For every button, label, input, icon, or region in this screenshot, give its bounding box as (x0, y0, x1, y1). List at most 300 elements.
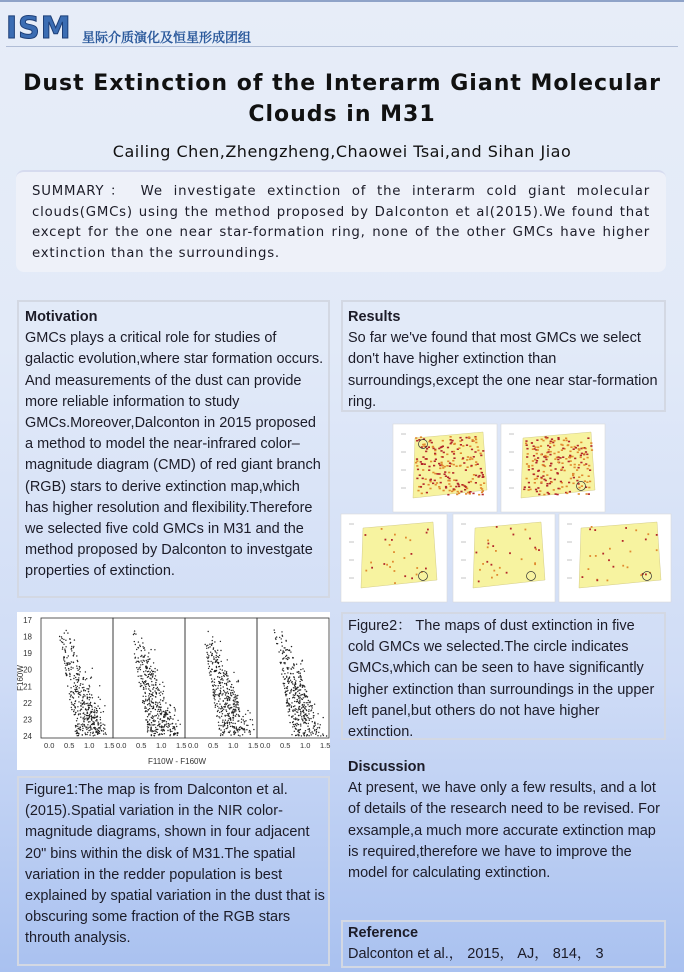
extinction-pixel (477, 463, 479, 465)
star-point (236, 728, 237, 729)
star-point (134, 641, 135, 642)
star-point (313, 715, 314, 716)
star-point (162, 682, 163, 683)
extinction-pixel (432, 472, 434, 474)
star-point (63, 659, 64, 660)
star-point (238, 709, 239, 710)
star-point (90, 725, 91, 726)
star-point (289, 677, 290, 678)
star-point (150, 649, 151, 650)
extinction-pixel (448, 478, 450, 480)
extinction-pixel (432, 446, 434, 448)
star-point (149, 686, 150, 687)
star-point (148, 714, 149, 715)
star-point (220, 729, 221, 730)
extinction-pixel (471, 458, 473, 460)
star-point (219, 728, 220, 729)
star-point (289, 722, 290, 723)
star-point (143, 660, 144, 661)
extinction-pixel (526, 463, 528, 465)
star-point (137, 669, 138, 670)
authors: Cailing Chen,Zhengzheng,Chaowei Tsai,and Sihan Jiao (112, 142, 572, 161)
star-point (218, 657, 219, 658)
cmd-panel-frame (257, 618, 329, 738)
extinction-pixel (557, 459, 559, 461)
star-point (230, 707, 231, 708)
star-point (93, 723, 94, 724)
star-point (313, 712, 314, 713)
extinction-pixel (479, 569, 481, 571)
star-point (233, 687, 234, 688)
star-point (247, 725, 248, 726)
extinction-pixel (582, 576, 584, 578)
star-point (100, 717, 101, 718)
x-tick-label: 0.0 (260, 741, 271, 750)
extinction-pixel (471, 449, 473, 451)
star-point (84, 724, 85, 725)
star-point (292, 726, 293, 727)
star-point (285, 695, 286, 696)
star-point (293, 697, 294, 698)
extinction-pixel (365, 570, 367, 572)
star-point (153, 684, 154, 685)
poster-title (20, 68, 664, 130)
extinction-pixel (442, 456, 444, 458)
extinction-pixel (462, 445, 464, 447)
star-point (66, 675, 67, 676)
star-point (148, 661, 149, 662)
star-point (148, 724, 149, 725)
extinction-pixel (446, 465, 448, 467)
star-point (213, 649, 214, 650)
x-tick-label: 1.0 (156, 741, 167, 750)
extinction-pixel (491, 564, 493, 566)
star-point (224, 729, 225, 730)
star-point (227, 721, 228, 722)
star-point (233, 734, 234, 735)
extinction-pixel (453, 453, 455, 455)
star-point (214, 690, 215, 691)
star-point (216, 660, 217, 661)
star-point (86, 688, 87, 689)
star-point (138, 676, 139, 677)
star-point (297, 723, 298, 724)
star-point (95, 729, 96, 730)
star-point (298, 719, 299, 720)
extinction-pixel (450, 486, 452, 488)
star-point (288, 667, 289, 668)
extinction-pixel (587, 468, 589, 470)
star-point (239, 727, 240, 728)
extinction-pixel (482, 494, 484, 496)
extinction-pixel (492, 545, 494, 547)
star-point (157, 711, 158, 712)
star-point (168, 725, 169, 726)
star-point (300, 724, 301, 725)
star-point (224, 715, 225, 716)
extinction-pixel (608, 559, 610, 561)
star-point (65, 667, 66, 668)
extinction-pixel (550, 463, 552, 465)
extinction-pixel (449, 462, 451, 464)
star-point (295, 728, 296, 729)
star-point (299, 695, 300, 696)
star-point (71, 650, 72, 651)
star-point (78, 733, 79, 734)
star-point (286, 694, 287, 695)
star-point (145, 665, 146, 666)
extinction-pixel (586, 454, 588, 456)
star-point (214, 693, 215, 694)
star-point (145, 686, 146, 687)
star-point (71, 707, 72, 708)
star-point (323, 717, 324, 718)
star-point (142, 646, 143, 647)
extinction-pixel (559, 457, 561, 459)
star-point (140, 664, 141, 665)
star-point (152, 676, 153, 677)
reference-heading: Reference (348, 925, 419, 941)
star-point (63, 644, 64, 645)
star-point (299, 701, 300, 702)
star-point (79, 687, 80, 688)
star-point (219, 655, 220, 656)
extinction-pixel (465, 493, 467, 495)
star-point (304, 714, 305, 715)
star-point (148, 671, 149, 672)
star-point (224, 691, 225, 692)
star-point (220, 685, 221, 686)
extinction-pixel (566, 440, 568, 442)
star-point (74, 689, 75, 690)
extinction-pixel (461, 439, 463, 441)
star-point (149, 699, 150, 700)
extinction-pixel (416, 458, 418, 460)
star-point (156, 706, 157, 707)
extinction-pixel (446, 454, 448, 456)
star-point (238, 735, 239, 736)
star-point (218, 662, 219, 663)
star-point (213, 658, 214, 659)
star-point (144, 692, 145, 693)
star-point (145, 699, 146, 700)
star-point (235, 715, 236, 716)
star-point (89, 686, 90, 687)
star-point (65, 652, 66, 653)
star-point (227, 698, 228, 699)
star-point (233, 699, 234, 700)
star-point (230, 720, 231, 721)
extinction-pixel (589, 555, 591, 557)
star-point (152, 671, 153, 672)
star-point (291, 668, 292, 669)
results-section (348, 307, 660, 413)
star-point (299, 700, 300, 701)
star-point (290, 680, 291, 681)
extinction-pixel (566, 493, 568, 495)
star-point (299, 693, 300, 694)
star-point (215, 662, 216, 663)
star-point (140, 646, 141, 647)
star-point (222, 679, 223, 680)
star-point (87, 728, 88, 729)
extinction-pixel (434, 460, 436, 462)
extinction-pixel (545, 480, 547, 482)
extinction-pixel (509, 552, 511, 554)
extinction-pixel (549, 446, 551, 448)
star-point (71, 703, 72, 704)
star-point (63, 657, 64, 658)
star-point (221, 711, 222, 712)
star-point (222, 722, 223, 723)
star-point (224, 698, 225, 699)
star-point (228, 714, 229, 715)
star-point (214, 702, 215, 703)
star-point (220, 688, 221, 689)
star-point (165, 712, 166, 713)
star-point (224, 731, 225, 732)
star-point (214, 650, 215, 651)
extinction-pixel (415, 462, 417, 464)
star-point (175, 709, 176, 710)
extinction-pixel (656, 534, 658, 536)
star-point (225, 709, 226, 710)
star-point (157, 718, 158, 719)
star-point (159, 734, 160, 735)
star-point (294, 684, 295, 685)
extinction-pixel (440, 450, 442, 452)
star-point (156, 679, 157, 680)
star-point (227, 691, 228, 692)
extinction-pixel (428, 446, 430, 448)
extinction-pixel (550, 441, 552, 443)
extinction-pixel (595, 555, 597, 557)
star-point (228, 705, 229, 706)
star-point (65, 646, 66, 647)
star-point (140, 660, 141, 661)
star-point (300, 713, 301, 714)
extinction-pixel (404, 557, 406, 559)
extinction-pixel (487, 540, 489, 542)
extinction-pixel (531, 442, 533, 444)
star-point (303, 710, 304, 711)
extinction-pixel (394, 534, 396, 536)
extinction-pixel (389, 566, 391, 568)
extinction-pixel (416, 440, 418, 442)
star-point (69, 693, 70, 694)
star-point (67, 685, 68, 686)
extinction-pixel (404, 575, 406, 577)
star-point (210, 652, 211, 653)
extinction-pixel (534, 563, 536, 565)
star-point (76, 725, 77, 726)
extinction-pixel (568, 482, 570, 484)
star-point (151, 735, 152, 736)
extinction-pixel (588, 568, 590, 570)
star-point (214, 694, 215, 695)
star-point (229, 681, 230, 682)
star-point (318, 732, 319, 733)
star-point (294, 701, 295, 702)
star-point (226, 696, 227, 697)
extinction-pixel (421, 493, 423, 495)
star-point (153, 662, 154, 663)
star-point (223, 672, 224, 673)
star-point (68, 655, 69, 656)
extinction-pixel (572, 473, 574, 475)
star-point (96, 712, 97, 713)
extinction-pixel (578, 483, 580, 485)
star-point (238, 681, 239, 682)
star-point (294, 687, 295, 688)
extinction-pixel (550, 469, 552, 471)
star-point (237, 702, 238, 703)
star-point (292, 715, 293, 716)
star-point (163, 691, 164, 692)
extinction-pixel (565, 438, 567, 440)
star-point (288, 711, 289, 712)
extinction-pixel (481, 472, 483, 474)
star-point (244, 729, 245, 730)
star-point (64, 663, 65, 664)
star-point (168, 723, 169, 724)
star-point (70, 694, 71, 695)
star-point (160, 699, 161, 700)
star-point (100, 699, 101, 700)
star-point (226, 728, 227, 729)
star-point (91, 705, 92, 706)
star-point (217, 715, 218, 716)
star-point (233, 715, 234, 716)
star-point (216, 694, 217, 695)
figure1-plot (17, 612, 330, 770)
star-point (158, 715, 159, 716)
extinction-pixel (574, 458, 576, 460)
star-point (167, 708, 168, 709)
star-point (81, 724, 82, 725)
x-tick-label: 0.0 (188, 741, 199, 750)
extinction-pixel (588, 487, 590, 489)
star-point (164, 730, 165, 731)
star-point (145, 680, 146, 681)
star-point (91, 715, 92, 716)
star-point (74, 714, 75, 715)
star-point (281, 673, 282, 674)
star-point (69, 676, 70, 677)
extinction-pixel (448, 472, 450, 474)
extinction-pixel (447, 447, 449, 449)
extinction-pixel (440, 477, 442, 479)
extinction-pixel (541, 439, 543, 441)
star-point (287, 669, 288, 670)
star-point (309, 701, 310, 702)
extinction-pixel (456, 465, 458, 467)
extinction-pixel (534, 482, 536, 484)
extinction-pixel (481, 488, 483, 490)
extinction-pixel (542, 464, 544, 466)
star-point (294, 697, 295, 698)
extinction-pixel (645, 539, 647, 541)
star-point (104, 705, 105, 706)
star-point (224, 723, 225, 724)
ism-logo: ISM (6, 11, 72, 46)
star-point (143, 683, 144, 684)
extinction-pixel (470, 457, 472, 459)
star-point (136, 667, 137, 668)
extinction-pixel (468, 482, 470, 484)
star-point (99, 727, 100, 728)
extinction-pixel (532, 460, 534, 462)
star-point (77, 718, 78, 719)
star-point (145, 700, 146, 701)
star-point (289, 681, 290, 682)
star-point (230, 734, 231, 735)
star-point (232, 723, 233, 724)
star-point (297, 709, 298, 710)
extinction-pixel (580, 442, 582, 444)
extinction-pixel (540, 445, 542, 447)
extinction-pixel (543, 461, 545, 463)
star-point (162, 720, 163, 721)
star-point (149, 719, 150, 720)
star-point (226, 685, 227, 686)
cmd-panel-frame (41, 618, 113, 738)
star-point (150, 730, 151, 731)
star-point (97, 734, 98, 735)
star-point (282, 652, 283, 653)
extinction-pixel (528, 489, 530, 491)
star-point (77, 660, 78, 661)
extinction-pixel (546, 483, 548, 485)
star-point (64, 632, 65, 633)
star-point (217, 676, 218, 677)
extinction-pixel (537, 487, 539, 489)
star-point (164, 714, 165, 715)
star-point (218, 716, 219, 717)
star-point (290, 690, 291, 691)
star-point (303, 734, 304, 735)
star-point (289, 692, 290, 693)
star-point (150, 671, 151, 672)
star-point (157, 688, 158, 689)
star-point (205, 644, 206, 645)
extinction-pixel (562, 448, 564, 450)
star-point (232, 717, 233, 718)
star-point (292, 673, 293, 674)
star-point (231, 712, 232, 713)
star-point (213, 689, 214, 690)
star-point (215, 707, 216, 708)
star-point (208, 668, 209, 669)
star-point (221, 678, 222, 679)
extinction-pixel (555, 468, 557, 470)
star-point (90, 727, 91, 728)
star-point (296, 735, 297, 736)
star-point (155, 682, 156, 683)
star-point (135, 657, 136, 658)
star-point (78, 713, 79, 714)
star-point (322, 733, 323, 734)
star-point (315, 724, 316, 725)
star-point (297, 687, 298, 688)
star-point (294, 695, 295, 696)
star-point (233, 732, 234, 733)
star-point (72, 667, 73, 668)
y-tick-label: 24 (23, 732, 32, 741)
extinction-pixel (553, 445, 555, 447)
star-point (231, 684, 232, 685)
star-point (91, 717, 92, 718)
